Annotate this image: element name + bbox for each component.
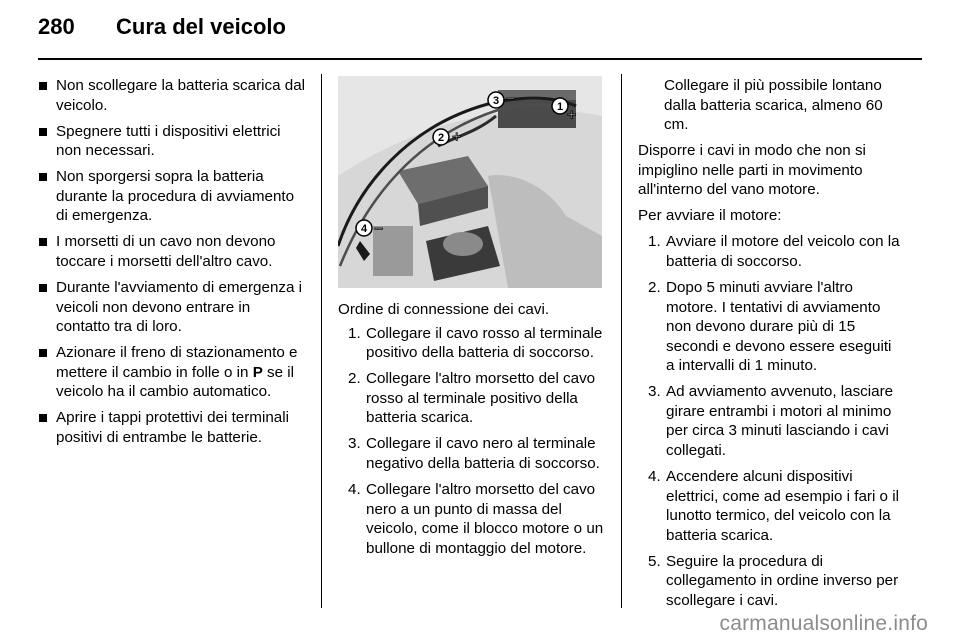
jump-start-illustration [338, 76, 602, 288]
figure-caption: Ordine di connessione dei cavi. [338, 301, 550, 318]
plus-sign-terminal: + [452, 129, 462, 146]
watermark: carmanualsonline.info [719, 612, 928, 635]
precaution-item: Non scollegare la batteria scarica dal veicolo. [38, 76, 308, 115]
start-step: 4. Accendere alcuni dispositivi elettrici, come ad esempio i fari o il lunotto termico, del veicolo con la batteria scarica. [648, 468, 899, 544]
engine-filler-cap [443, 232, 483, 256]
precaution-item: Aprire i tappi protettivi dei terminali positivi di entrambe le batterie. [38, 408, 308, 447]
page-number: 280 [38, 14, 75, 39]
label-4: 4 [360, 223, 368, 235]
plus-sign-battery: + [567, 107, 577, 124]
step-continuation: Collegare il più possibile lontano dalla batteria scarica, almeno 60 cm. [664, 77, 883, 134]
precaution-item: Durante l'avviamento di emergenza i veicoli non devono entrare in contatto tra di loro. [38, 278, 308, 337]
connection-step: 4. Collegare l'altro morsetto del cavo nero a un punto di massa del veicolo, come il blocco motore o un bullone di montaggio del motore. [348, 480, 604, 557]
start-step: 1. Avviare il motore del veicolo con la batteria di soccorso. [648, 233, 900, 270]
connection-step: 3. Collegare il cavo nero al terminale negativo della batteria di soccorso. [348, 435, 600, 472]
start-step: 3. Ad avviamento avvenuto, lasciare girare entrambi i motori al minimo per circa 3 minuti lasciando i cavi collegati. [648, 383, 894, 460]
start-steps [638, 232, 904, 610]
precaution-item: Spegnere tutti i dispositivi elettrici non necessari. [38, 122, 308, 161]
page-header [38, 14, 286, 50]
left-column [38, 76, 308, 454]
precautions-list [38, 76, 308, 447]
precaution-item: Azionare il freno di stazionamento e mettere il cambio in folle o in P se il veicolo ha il cambio automatico. [38, 343, 308, 402]
label-2: 2 [437, 132, 445, 144]
column-divider-left [321, 74, 322, 608]
start-step: 2. Dopo 5 minuti avviare l'altro motore. I tentativi di avviamento non devono durare più di 15 secondi e devono essere eseguiti a intervalli di 1 minuto. [648, 278, 892, 375]
label-1: 1 [556, 101, 564, 113]
precaution-item: I morsetti di un cavo non devono toccare i morsetti dell'altro cavo. [38, 232, 308, 271]
page-title: Cura del veicolo [116, 14, 286, 39]
minus-sign-battery: − [506, 91, 516, 108]
start-step: 5. Seguire la procedura di collegamento in ordine inverso per scollegare i cavi. [648, 552, 899, 609]
column-divider-right [621, 74, 622, 608]
minus-sign-ground: − [374, 221, 384, 238]
connection-step: 2. Collegare l'altro morsetto del cavo rosso al terminale positivo della batteria scarica. [348, 370, 596, 427]
gear-p-symbol: P [252, 363, 263, 381]
cable-routing-note: Disporre i cavi in modo che non si impiglino nelle parti in movimento all'interno del vano motore. [638, 142, 866, 199]
header-rule [38, 58, 922, 60]
label-3: 3 [492, 95, 500, 107]
connection-step: 1. Collegare il cavo rosso al terminale positivo della batteria di soccorso. [348, 324, 603, 362]
right-column [638, 76, 904, 617]
start-engine-heading: Per avviare il motore: [638, 207, 782, 225]
connection-steps [338, 324, 606, 559]
middle-column [338, 76, 606, 565]
precaution-item: Non sporgersi sopra la batteria durante la procedura di avviamento di emergenza. [38, 167, 308, 226]
